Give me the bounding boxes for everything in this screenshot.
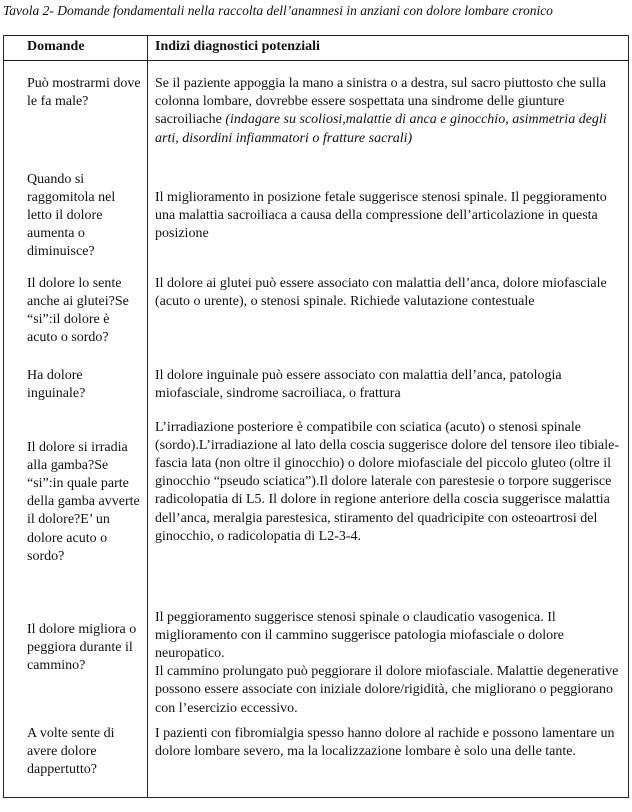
table-row [4, 171, 629, 275]
question-cell: Può mostrarmi dove le fa male? [4, 61, 148, 171]
answer-text: Il peggioramento suggerisce stenosi spinale o claudicatio vasogenica. Il miglioramento con il cammino suggerisce patologia miofasciale o dolore neuropatico. [155, 609, 564, 661]
header-questions: Domande [4, 36, 148, 61]
table-row [4, 725, 629, 798]
question-cell: A volte sente di avere dolore dappertutto? [4, 725, 148, 798]
table-row [4, 275, 629, 367]
anamnesis-table [3, 35, 629, 798]
answer-text: Se il paziente appoggia la mano a sinistra o a destra, sul sacro piuttosto che sulla colonna lombare, dovrebbe essere sospettata una sindrome delle giunture sacroiliache [155, 76, 606, 128]
answer-italic-text: (indagare su scoliosi,malattie di anca e ginocchio, asimmetria degli arti, disordini infiammatori o fratture sacrali) [155, 112, 607, 146]
table-row [4, 61, 629, 171]
header-clues: Indizi diagnostici potenziali [148, 36, 629, 61]
table-row [4, 367, 629, 419]
answer-cell [148, 171, 629, 275]
table-row [4, 419, 629, 609]
question-cell: Quando si raggomitola nel letto il dolore aumenta o diminuisce? [4, 171, 148, 275]
answer-text-continued: Il cammino prolungato può peggiorare il dolore miofasciale. Malattie degenerative possono essere associate con iniziale dolore/rigidità, che migliorano o peggiorano con l’esercizio eccessivo. [155, 664, 619, 716]
answer-cell: I pazienti con fibromialgia spesso hanno dolore al rachide e possono lamentare un dolore lombare severo, ma la localizzazione lombare è solo una delle tante. [148, 725, 629, 798]
answer-cell: L’irradiazione posteriore è compatibile con sciatica (acuto) o stenosi spinale (sordo).L’irradiazione al lato della coscia suggerisce dolore del tensore ileo tibiale-fascia lata (non oltre il ginocchio) o dolore miofasciale del piccolo gluteo (oltre il ginocchio “pseudo sciatica”).Il dolore laterale con parestesie o torpore suggerisce radicolopatia di L5. Il dolore in regione anteriore della coscia suggerisce malattia dell’anca, meralgia parestesica, stiramento del quadricipite con osteoartrosi del ginocchio, o radicolopatia di L2-3-4. [148, 419, 629, 609]
answer-text: Il miglioramento in posizione fetale suggerisce stenosi spinale. Il peggioramento una malattia sacroiliaca a causa della compressione dell’articolazione in questa [155, 189, 607, 223]
question-cell: Il dolore lo sente anche ai glutei?Se “si”:il dolore è acuto o sordo? [4, 275, 148, 367]
question-cell: Ha dolore inguinale? [4, 367, 148, 419]
table-caption: Tavola 2- Domande fondamentali nella raccolta dell’anamnesi in anziani con dolore lombare cronico [3, 3, 553, 18]
answer-cell: Il dolore ai glutei può essere associato con malattia dell’anca, dolore miofasciale (acuto o urente), o stenosi spinale. Richiede valutazione contestuale [148, 275, 629, 367]
answer-cell [148, 61, 629, 171]
table-header-row [4, 36, 629, 61]
answer-cell: Il dolore inguinale può essere associato con malattia dell’anca, patologia miofasciale, sindrome sacroiliaca, o frattura [148, 367, 629, 419]
answer-text-continued: posizione [155, 225, 209, 241]
answer-cell [148, 609, 629, 725]
question-cell: Il dolore migliora o peggiora durante il cammino? [4, 609, 148, 725]
question-cell: Il dolore si irradia alla gamba?Se “si”:in quale parte della gamba avverte il dolore?E’ un dolore acuto o sordo? [4, 419, 148, 609]
table-row [4, 609, 629, 725]
